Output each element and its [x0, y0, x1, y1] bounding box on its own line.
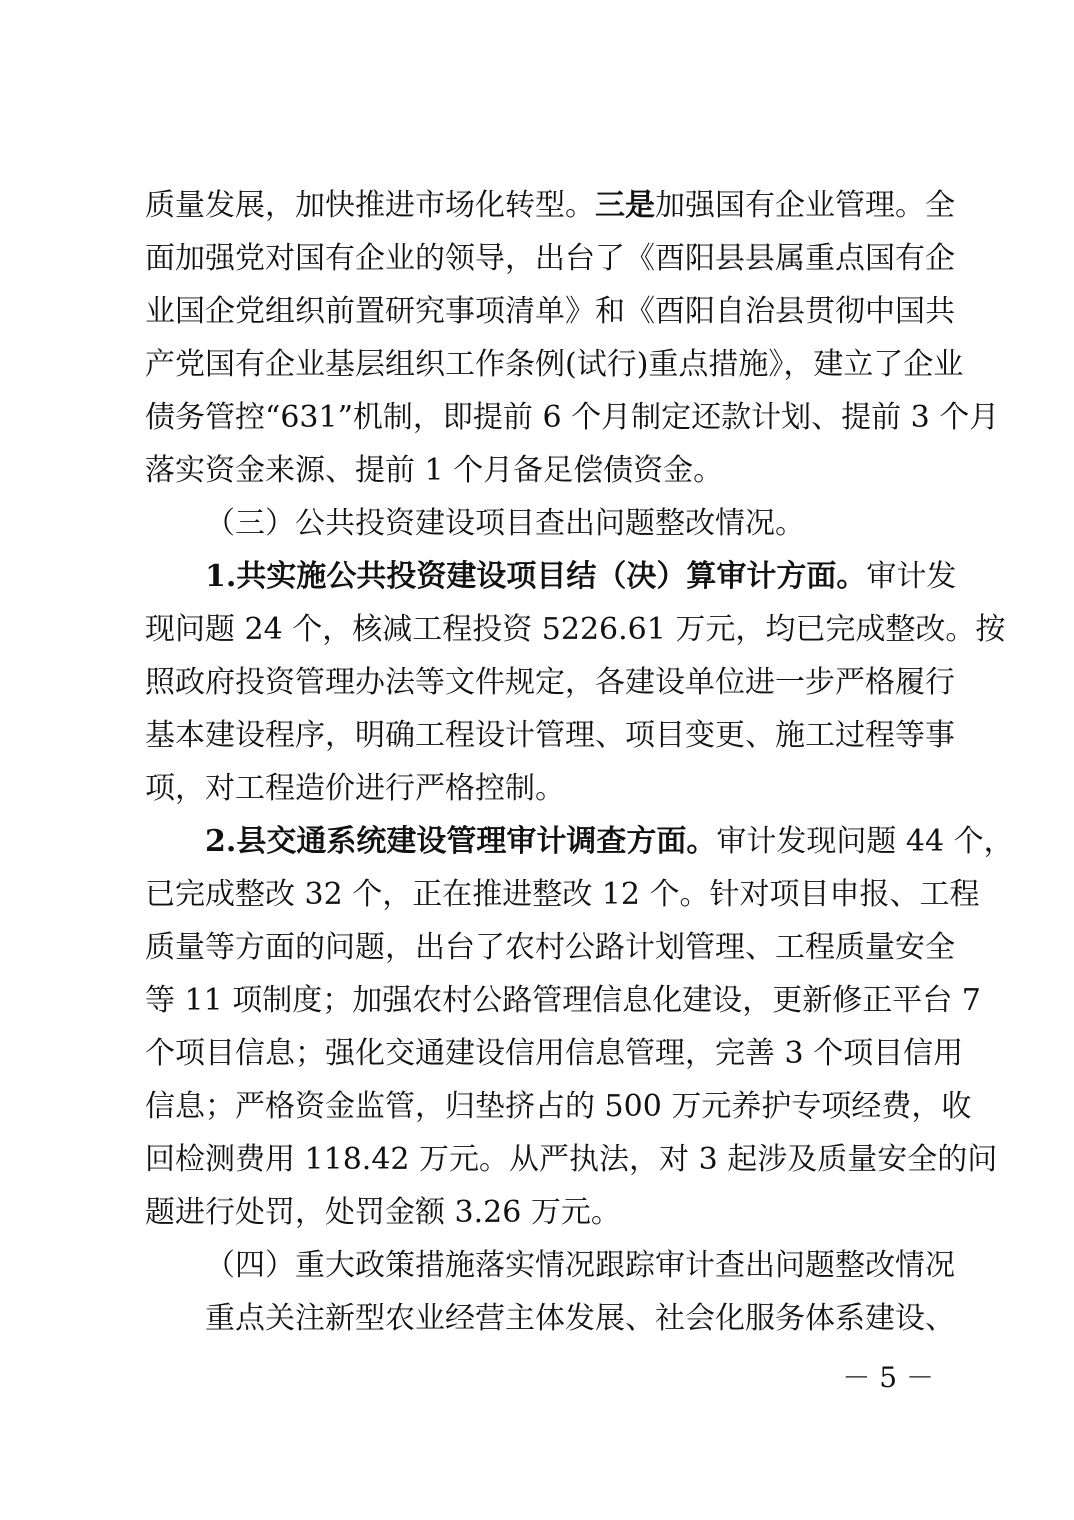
body-line: 重点关注新型农业经营主体发展、社会化服务体系建设、 [205, 1301, 955, 1336]
page-number: － 5 － [842, 1361, 934, 1394]
body-line: 质量等方面的问题，出台了农村公路计划管理、工程质量安全 [145, 930, 955, 965]
body-line: 现问题 24 个，核减工程投资 5226.61 万元，均已完成整改。按 [145, 612, 1006, 647]
body-line: 产党国有企业基层组织工作条例(试行)重点措施》，建立了企业 [145, 347, 964, 382]
body-line: 基本建设程序，明确工程设计管理、项目变更、施工过程等事 [145, 718, 955, 753]
body-line: 照政府投资管理办法等文件规定，各建设单位进一步严格履行 [145, 665, 955, 700]
body-line: 业国企党组织前置研究事项清单》和《酉阳自治县贯彻中国共 [145, 294, 955, 329]
section-heading: （四）重大政策措施落实情况跟踪审计查出问题整改情况 [205, 1248, 955, 1283]
subsection-heading: 2.县交通系统建设管理审计调查方面。审计发现问题 44 个， [205, 824, 1014, 859]
body-line: 回检测费用 118.42 万元。从严执法，对 3 起涉及质量安全的问 [145, 1142, 998, 1177]
body-line: 落实资金来源、提前 1 个月备足偿债资金。 [145, 453, 724, 488]
subsection-heading: 1.共实施公共投资建设项目结（决）算审计方面。审计发 [205, 559, 957, 594]
body-line: 项，对工程造价进行严格控制。 [145, 771, 565, 806]
body-line: 信息；严格资金监管，归垫挤占的 500 万元养护专项经费，收 [145, 1089, 972, 1124]
body-line: 面加强党对国有企业的领导，出台了《酉阳县县属重点国有企 [145, 241, 955, 276]
body-line: 题进行处罚，处罚金额 3.26 万元。 [145, 1195, 621, 1230]
body-line: 债务管控“631”机制，即提前 6 个月制定还款计划、提前 3 个月 [145, 400, 1000, 435]
body-line: 等 11 项制度；加强农村公路管理信息化建设，更新修正平台 7 [145, 983, 981, 1018]
section-heading: （三）公共投资建设项目查出问题整改情况。 [205, 506, 805, 541]
body-line: 质量发展，加快推进市场化转型。三是加强国有企业管理。全 [145, 188, 955, 223]
body-line: 个项目信息；强化交通建设信用信息管理，完善 3 个项目信用 [145, 1036, 964, 1071]
body-line: 已完成整改 32 个，正在推进整改 12 个。针对项目申报、工程 [145, 877, 980, 912]
